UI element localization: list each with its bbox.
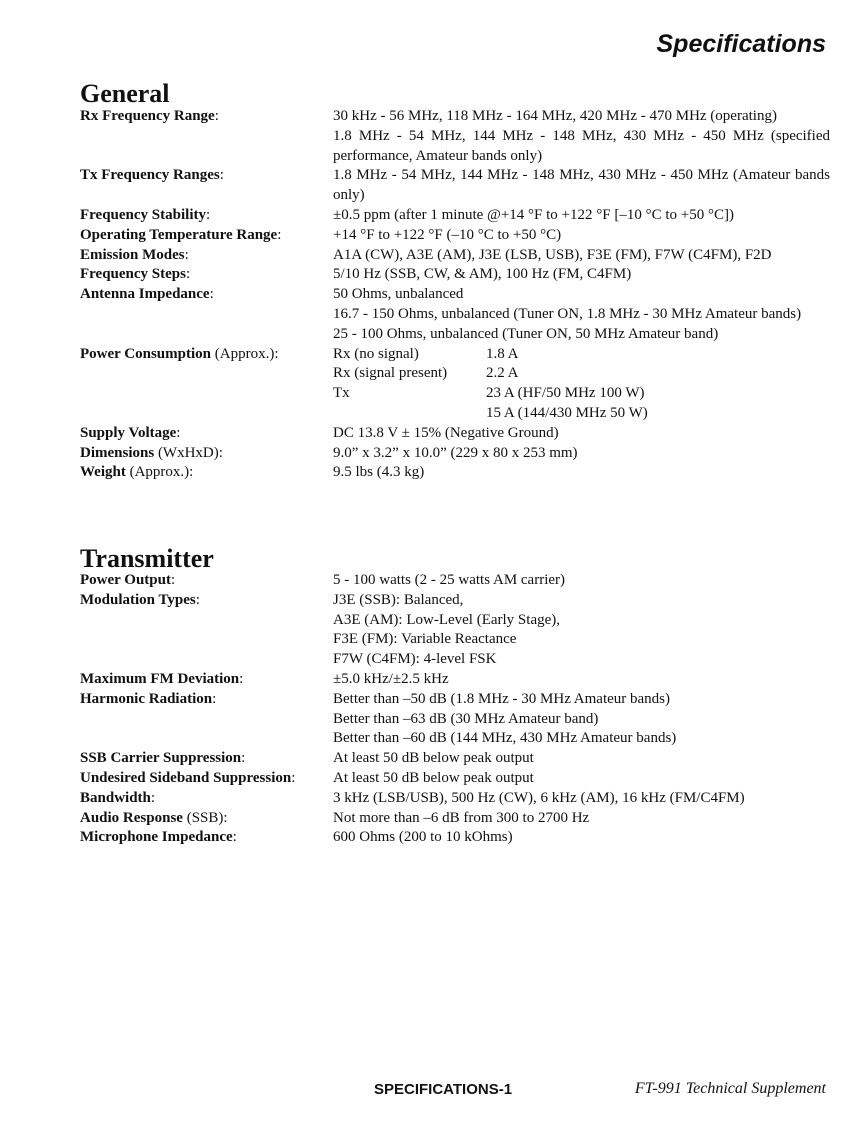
spec-value: 9.0” x 3.2” x 10.0” (229 x 80 x 253 mm) [333,444,578,461]
spec-value: At least 50 dB below peak output [333,769,534,786]
spec-label: Tx Frequency Ranges: [80,167,224,184]
spec-value: 5/10 Hz (SSB, CW, & AM), 100 Hz (FM, C4FM) [333,266,632,283]
spec-value: 5 - 100 watts (2 - 25 watts AM carrier) [333,572,566,588]
spec-row-carrier-suppression [80,749,830,769]
spec-label: Harmonic Radiation: [80,690,217,707]
footer-doc-title: FT-991 Technical Supplement [634,1080,826,1097]
spec-label: Dimensions (WxHxD): [80,444,223,461]
section-heading-general: General [80,79,170,108]
spec-label: Maximum FM Deviation: [80,670,244,687]
spec-value: 50 Ohms, unbalanced 16.7 - 150 Ohms, unbalanced (Tuner ON, 1.8 MHz - 30 MHz Amateur bands) 25 - 100 Ohms, unbalanced (Tuner ON, 50 MHz Amateur band) [333,286,802,342]
spec-row-audio-response [80,809,830,829]
spec-value: J3E (SSB): Balanced, A3E (AM): Low-Level (Early Stage), F3E (FM): Variable Reactance F7W (C4FM): 4-level FSK [333,591,561,668]
spec-label: Rx Frequency Range: [80,108,219,124]
transmitter-spec-list [80,571,830,848]
spec-row-temperature [80,226,830,246]
section-heading-transmitter: Transmitter [80,544,214,573]
spec-value: Not more than –6 dB from 300 to 2700 Hz [333,809,590,826]
spec-label: Bandwidth: [80,789,156,806]
spec-row-antenna-impedance [80,285,830,344]
spec-label: Modulation Types: [80,591,200,608]
spec-row-rx-frequency [80,107,830,166]
spec-label: SSB Carrier Suppression: [80,750,246,767]
spec-label: Supply Voltage: [80,424,181,441]
power-row: Rx (no signal) 1.8 A [333,345,519,362]
spec-row-frequency-stability [80,206,830,226]
power-row: 15 A (144/430 MHz 50 W) [486,404,648,421]
spec-label: Power Consumption (Approx.): [80,345,279,362]
spec-row-dimensions [80,444,830,464]
spec-value [333,345,830,424]
spec-row-emission-modes [80,246,830,266]
page-title: Specifications [656,30,826,58]
spec-row-fm-deviation [80,670,830,690]
spec-label: Weight (Approx.): [80,464,194,481]
spec-value: 30 kHz - 56 MHz, 118 MHz - 164 MHz, 420 MHz - 470 MHz (operating) 1.8 MHz - 54 MHz, 144 MHz - 148 MHz, 430 MHz - 450 MHz (specified performance, Amateur bands only) [333,108,830,164]
spec-label: Frequency Steps: [80,266,191,283]
spec-row-supply-voltage [80,424,830,444]
spec-row-power-output [80,571,830,591]
spec-value: At least 50 dB below peak output [333,750,534,767]
spec-label: Antenna Impedance: [80,286,214,303]
spec-label: Power Output: [80,572,176,588]
spec-label: Operating Temperature Range: [80,226,282,243]
spec-value: DC 13.8 V ± 15% (Negative Ground) [333,424,559,441]
spec-row-sideband-suppression [80,769,830,789]
spec-row-frequency-steps [80,265,830,285]
spec-value: Better than –50 dB (1.8 MHz - 30 MHz Amateur bands) Better than –63 dB (30 MHz Amateur band) Better than –60 dB (144 MHz, 430 MHz Amateur bands) [333,690,677,747]
footer-page-label: SPECIFICATIONS-1 [374,1081,513,1098]
spec-label: Emission Modes: [80,246,189,263]
spec-value: 1.8 MHz - 54 MHz, 144 MHz - 148 MHz, 430 MHz - 450 MHz (Amateur bands only) [333,167,830,204]
spec-row-microphone-impedance [80,828,830,848]
spec-row-harmonic-radiation [80,690,830,749]
power-row: Tx 23 A (HF/50 MHz 100 W) [333,385,645,402]
spec-value: A1A (CW), A3E (AM), J3E (LSB, USB), F3E (FM), F7W (C4FM), F2D [333,246,772,263]
general-spec-list [80,107,830,483]
spec-value: ±5.0 kHz/±2.5 kHz [333,670,449,687]
spec-label: Audio Response (SSB): [80,809,228,826]
spec-value: +14 °F to +122 °F (–10 °C to +50 °C) [333,226,562,243]
spec-value: ±0.5 ppm (after 1 minute @+14 °F to +122 °F [–10 °C to +50 °C]) [333,206,734,223]
spec-value: 600 Ohms (200 to 10 kOhms) [333,829,513,846]
spec-value: 9.5 lbs (4.3 kg) [333,464,425,481]
spec-label: Frequency Stability: [80,206,211,223]
spec-row-power-consumption [80,345,830,424]
spec-row-tx-frequency [80,166,830,206]
spec-row-weight [80,463,830,483]
power-row: Rx (signal present) 2.2 A [333,365,519,382]
spec-label: Microphone Impedance: [80,829,237,846]
spec-label: Undesired Sideband Suppression: [80,769,296,786]
spec-row-bandwidth [80,789,830,809]
spec-row-modulation-types [80,591,830,670]
spec-value: 3 kHz (LSB/USB), 500 Hz (CW), 6 kHz (AM), 16 kHz (FM/C4FM) [333,789,745,806]
